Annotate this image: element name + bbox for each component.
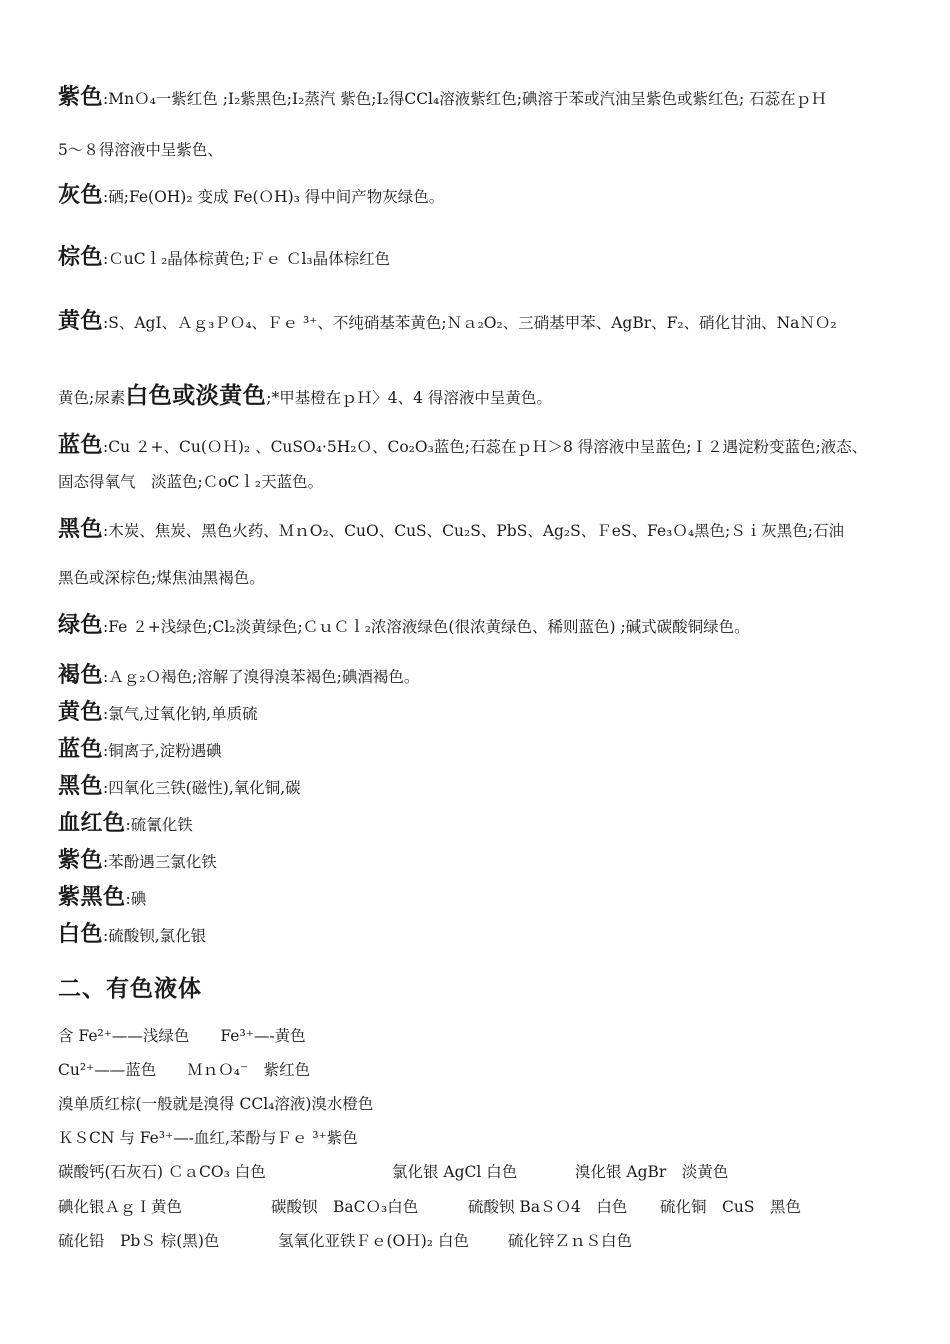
entry-green: [58, 613, 888, 638]
color-term: 绿色: [58, 613, 104, 638]
short-entry-blue: [58, 737, 888, 762]
entry-text: :苯酚遇三氯化铁: [103, 853, 217, 871]
entry-text: 黄色;尿素: [58, 389, 126, 407]
short-entry-purple: [58, 848, 888, 873]
short-entry-yellow: [58, 700, 888, 725]
color-term: 黄色: [58, 700, 104, 725]
entry-text: :MnＯ₄一紫红色 ;I₂紫黑色;I₂蒸汽 紫色;I₂得CCl₄溶液紫红色;碘溶于苯或汽油呈紫色或紫红色; 石蕊在ｐＨ: [103, 90, 827, 108]
entry-text: :Fe ２+浅绿色;Cl₂淡黄绿色;ＣｕＣｌ₂浓溶液绿色(很浓黄绿色、稀则蓝色) ;碱式碳酸铜绿色。: [103, 618, 750, 636]
color-term: 黑色: [58, 517, 104, 542]
entry-purple: [58, 85, 888, 110]
entry-text: :ＣuCｌ₂晶体棕黄色;Ｆｅ Ｃl₃晶体棕红色: [103, 250, 391, 268]
liquid-line: 溴单质红棕(一般就是溴得 CCl₄溶液)溴水橙色: [58, 1095, 374, 1113]
short-entry-black: [58, 774, 888, 799]
entry-brown: [58, 245, 888, 270]
color-term: 白色: [58, 922, 104, 947]
entry-text: :硫酸钡,氯化银: [103, 927, 207, 945]
entry-text: :Ａｇ₂Ｏ褐色;溶解了溴得溴苯褐色;碘酒褐色。: [103, 668, 420, 686]
entry-text: :碘: [125, 890, 147, 908]
solid-item: 氢氧化亚铁Ｆｅ(OＨ)₂ 白色: [278, 1232, 469, 1250]
entry-black: [58, 517, 888, 542]
solid-item: 硫化铜 CuS 黑色: [660, 1198, 801, 1216]
entry-text: :Cu ２+、Cu(ＯＨ)₂ 、CuSO₄·5H₂Ｏ、Co₂O₃蓝色;石蕊在ｐＨ＞8 得溶液中呈蓝色;Ｉ２遇淀粉变蓝色;液态、: [103, 438, 868, 456]
entry-text: 5～８得溶液中呈紫色、: [58, 141, 223, 159]
solid-item: 硫化铅 PbＳ 棕(黑)色: [58, 1232, 220, 1250]
solid-item: 溴化银 AgBr 淡黄色: [575, 1163, 729, 1181]
entry-text: :木炭、焦炭、黑色火药、ＭｎO₂、CuO、CuS、Cu₂S、PbS、Ag₂S、ＦeS、Fe₃Ｏ₄黑色;Ｓｉ灰黑色;石油: [103, 522, 845, 540]
entry-text: :S、AgI、Ａｇ₃ＰＯ₄、Ｆｅ ³⁺、不纯硝基苯黄色;Ｎａ₂O₂、三硝基甲苯、AgBr、F₂、硝化甘油、NaＮＯ₂: [103, 314, 837, 332]
liquid-line: Cu²⁺——蓝色 ＭｎＯ₄⁻ 紫红色: [58, 1061, 311, 1079]
color-term: 紫色: [58, 848, 104, 873]
color-term: 蓝色: [58, 737, 104, 762]
solid-item: 氯化银 AgCl 白色: [392, 1163, 518, 1181]
entry-blue-cont: [58, 472, 888, 492]
color-term: 褐色: [58, 663, 104, 688]
entry-dark-brown: [58, 663, 888, 688]
color-term: 灰色: [58, 183, 104, 208]
solid-item: 硫酸钡 BaＳＯ4 白色: [468, 1198, 628, 1216]
solid-item: 碘化银ＡｇＩ黄色: [58, 1198, 183, 1216]
section-heading: 二、有色液体: [58, 976, 202, 1002]
short-entry-blood-red: [58, 811, 888, 836]
entry-black-cont: [58, 568, 888, 588]
entry-text: :硒;Fe(OH)₂ 变成 Fe(ＯH)₃ 得中间产物灰绿色。: [103, 188, 445, 206]
entry-text: :铜离子,淀粉遇碘: [103, 742, 222, 760]
entry-text: :氯气,过氧化钠,单质硫: [103, 705, 258, 723]
color-term: 蓝色: [58, 433, 104, 458]
entry-text: :硫氰化铁: [125, 816, 193, 834]
color-term: 黄色: [58, 309, 104, 334]
entry-text: 黑色或深棕色;煤焦油黑褐色。: [58, 569, 265, 587]
solid-item: 碳酸钡 BaCＯ₃白色: [271, 1198, 419, 1216]
color-term: 紫黑色: [58, 885, 126, 910]
entry-yellow: [58, 309, 888, 334]
short-entry-white: [58, 922, 888, 947]
solid-item: 硫化锌ＺｎＳ白色: [508, 1232, 633, 1250]
liquid-line: ＫＳCN 与 Fe³⁺—-血红,苯酚与Ｆｅ ³⁺紫色: [58, 1129, 358, 1147]
solid-item: 碳酸钙(石灰石) ＣａCO₃ 白色: [58, 1163, 266, 1181]
entry-blue: [58, 433, 888, 458]
entry-yellow-cont: [58, 383, 888, 409]
entry-gray: [58, 183, 888, 208]
color-term: 紫色: [58, 85, 104, 110]
liquid-line: 含 Fe²⁺——浅绿色 Fe³⁺—-黄色: [58, 1027, 306, 1045]
entry-purple-cont: [58, 140, 888, 160]
color-term: 棕色: [58, 245, 104, 270]
color-term: 黑色: [58, 774, 104, 799]
color-term-white-or-pale-yellow: 白色或淡黄色: [125, 383, 267, 409]
entry-text: :四氧化三铁(磁性),氧化铜,碳: [103, 779, 301, 797]
entry-text: 固态得氧气 淡蓝色;ＣoCｌ₂天蓝色。: [58, 473, 324, 491]
short-entry-purple-black: [58, 885, 888, 910]
color-term: 血红色: [58, 811, 126, 836]
entry-text: ;*甲基橙在ｐＨ〉4、4 得溶液中呈黄色。: [266, 389, 552, 407]
